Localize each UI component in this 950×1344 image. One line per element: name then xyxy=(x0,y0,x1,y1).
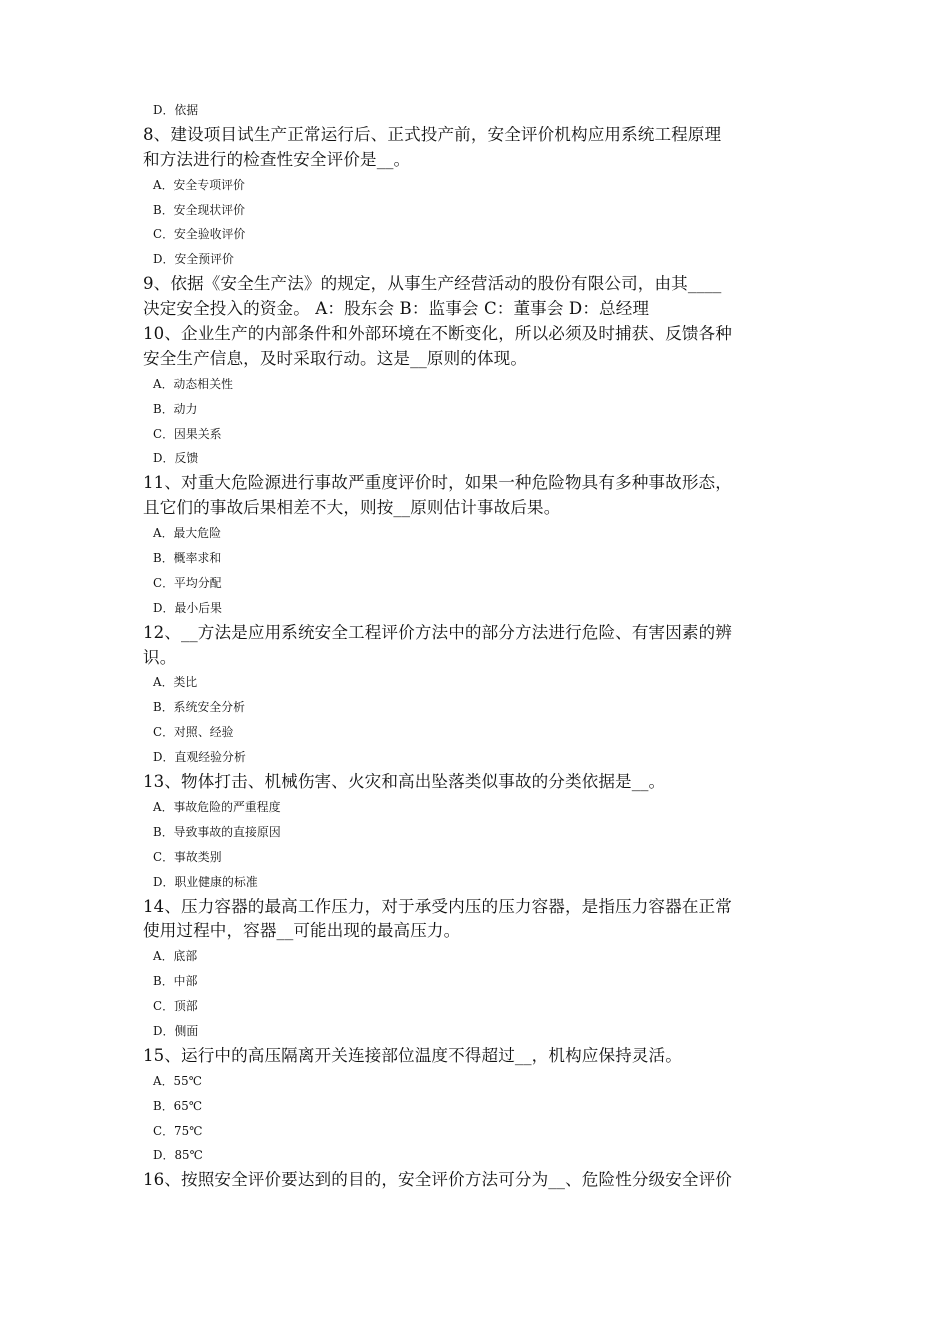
question-text-line: 13、物体打击、机械伤害、火灾和高出坠落类似事故的分类依据是__。 xyxy=(143,772,666,792)
answer-option-line: D．直观经验分析 xyxy=(153,750,246,765)
answer-option-line: A．最大危险 xyxy=(153,526,222,541)
answer-option-line: C．安全验收评价 xyxy=(153,227,246,242)
answer-option-line: C．平均分配 xyxy=(153,575,222,590)
answer-option-line: D．侧面 xyxy=(153,1023,199,1038)
answer-option-line: B．65℃ xyxy=(153,1098,203,1113)
answer-option-line: C．顶部 xyxy=(153,999,198,1014)
answer-option-line: B．中部 xyxy=(153,974,198,989)
question-text-line: 12、__方法是应用系统安全工程评价方法中的部分方法进行危险、有害因素的辨 xyxy=(143,622,733,642)
answer-option-line: D．最小后果 xyxy=(153,600,223,615)
answer-option-line: D．职业健康的标准 xyxy=(153,874,258,889)
question-text-line: 11、对重大危险源进行事故严重度评价时，如果一种危险物具有多种事故形态， xyxy=(143,473,732,493)
question-text-line: 且它们的事故后果相差不大，则按__原则估计事故后果。 xyxy=(143,498,561,518)
question-text-line: 16、按照安全评价要达到的目的，安全评价方法可分为__、危险性分级安全评价 xyxy=(143,1170,733,1190)
answer-option-line: B．安全现状评价 xyxy=(153,202,246,217)
question-text-line: 10、企业生产的内部条件和外部环境在不断变化，所以必须及时捕获、反馈各种 xyxy=(143,324,732,344)
question-text-line: 安全生产信息，及时采取行动。这是__原则的体现。 xyxy=(143,348,528,368)
question-text-line: 15、运行中的高压隔离开关连接部位温度不得超过__，机构应保持灵活。 xyxy=(143,1045,682,1065)
answer-option-line: B．系统安全分析 xyxy=(153,700,246,715)
question-text-line: 和方法进行的检查性安全评价是__。 xyxy=(143,149,411,169)
question-text-line: 识。 xyxy=(143,647,177,667)
answer-option-line: D．依据 xyxy=(153,103,199,117)
answer-option-line: C．因果关系 xyxy=(153,426,222,441)
answer-option-line: A．安全专项评价 xyxy=(153,177,245,192)
answer-option-line: A．类比 xyxy=(153,675,198,690)
question-text-line: 8、建设项目试生产正常运行后、正式投产前，安全评价机构应用系统工程原理 xyxy=(143,124,722,144)
question-text-line: 9、依据《安全生产法》的规定，从事生产经营活动的股份有限公司，由其____ xyxy=(143,274,722,294)
answer-option-line: A．事故危险的严重程度 xyxy=(153,799,281,814)
answer-option-line: A．55℃ xyxy=(153,1073,203,1088)
question-text-line: 使用过程中，容器__可能出现的最高压力。 xyxy=(143,921,461,941)
answer-option-line: B．概率求和 xyxy=(153,551,222,566)
answer-option-line: B．导致事故的直接原因 xyxy=(153,824,281,839)
answer-option-line: A．动态相关性 xyxy=(153,376,234,391)
answer-option-line: C．对照、经验 xyxy=(153,725,234,740)
answer-option-line: B．动力 xyxy=(153,401,198,416)
answer-option-line: D．安全预评价 xyxy=(153,252,234,267)
exam-question-list xyxy=(143,98,811,1193)
answer-option-line: A．底部 xyxy=(153,949,198,964)
answer-option-line: D．反馈 xyxy=(153,451,199,466)
answer-option-line: D．85℃ xyxy=(153,1148,203,1163)
answer-option-line: C．事故类别 xyxy=(153,849,222,864)
question-text-line: 14、压力容器的最高工作压力，对于承受内压的压力容器，是指压力容器在正常 xyxy=(143,896,732,916)
answer-option-line: C．75℃ xyxy=(153,1123,203,1138)
question-text-line: 决定安全投入的资金。 A：股东会 B：监事会 C：董事会 D：总经理 xyxy=(143,299,650,319)
